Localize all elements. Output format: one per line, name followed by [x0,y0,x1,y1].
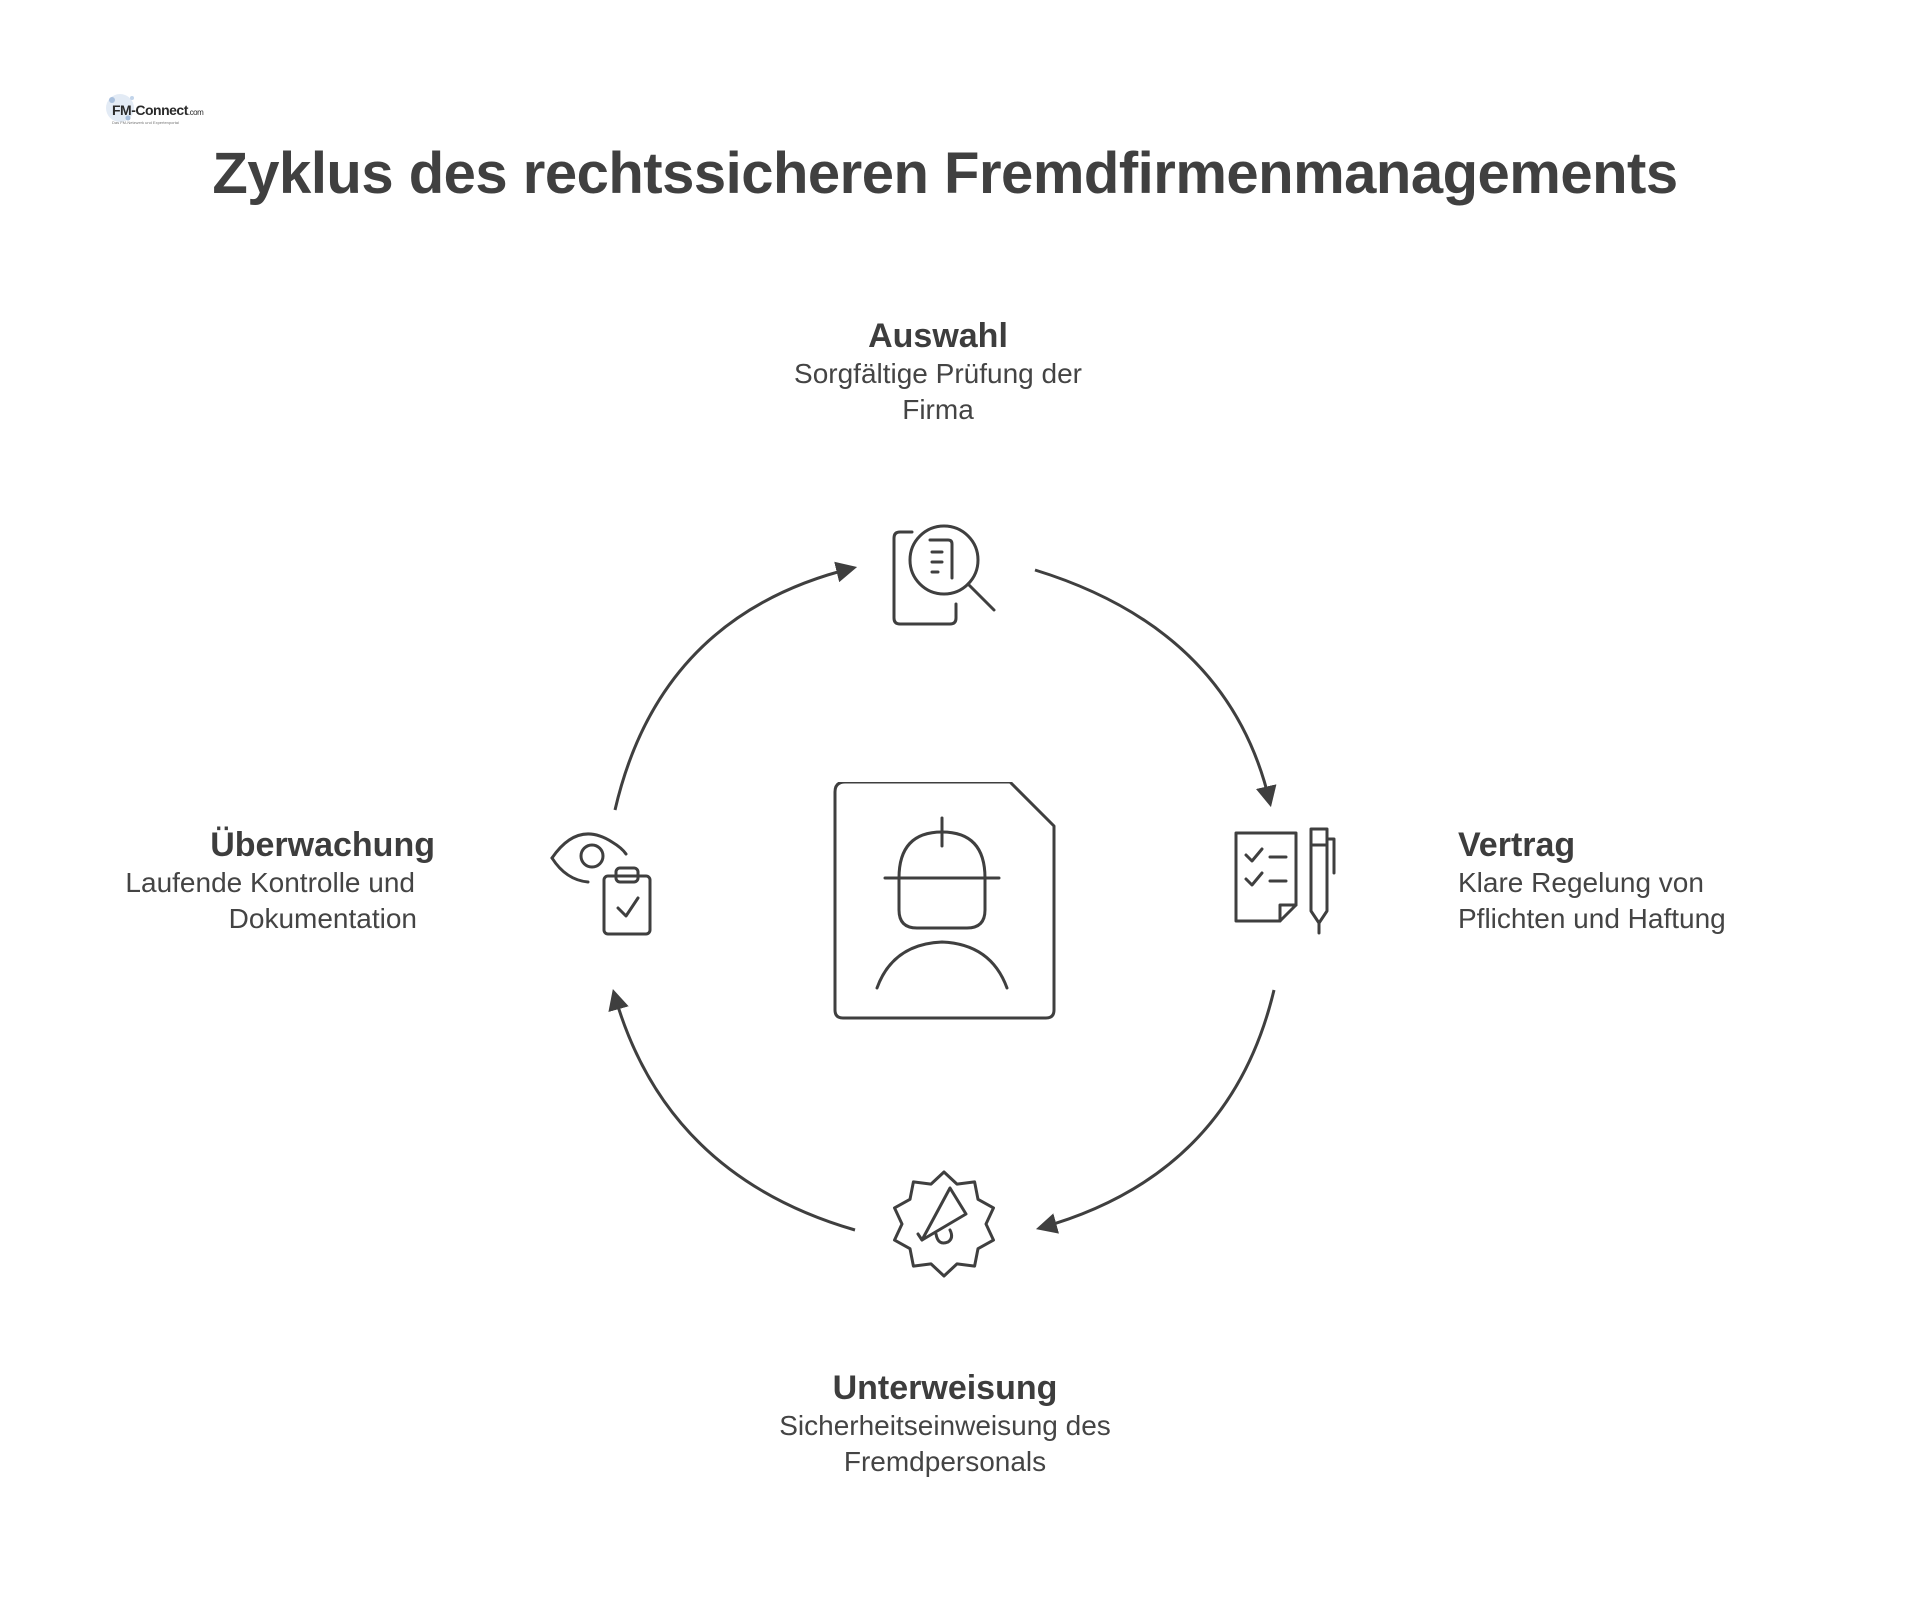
logo-text: FM-Connect.com [112,102,204,118]
checklist-pen-icon [1228,825,1348,937]
step-desc-line: Firma [902,394,974,425]
step-desc-line: Laufende Kontrolle und [125,867,415,898]
arrow-unterweisung-to-ueberwachung [614,993,855,1230]
step-heading: Auswahl [868,317,1008,355]
arrow-auswahl-to-vertrag [1035,570,1270,803]
step-desc-line: Pflichten und Haftung [1458,903,1726,934]
arrow-vertrag-to-unterweisung [1040,990,1274,1228]
arrow-ueberwachung-to-auswahl [615,568,853,810]
step-desc-line: Sorgfältige Prüfung der [794,358,1082,389]
logo-tagline: Das FM-Netzwerk und Expertenportal [112,120,179,125]
step-ueberwachung [40,825,435,937]
worker-hardhat-icon [833,782,1057,1022]
step-heading: Überwachung [210,826,435,864]
step-desc-line: Fremdpersonals [843,1446,1047,1477]
step-heading: Vertrag [1458,826,1576,864]
step-unterweisung [715,1368,1175,1480]
page-title: Zyklus des rechtssicheren Fremdfirmenmanagements [212,141,1678,206]
gear-megaphone-icon [888,1168,1000,1280]
eye-clipboard-icon [548,820,658,940]
step-desc-line: Sicherheitseinweisung des [779,1410,1111,1441]
document-magnifier-icon [890,520,1000,630]
step-heading: Unterweisung [832,1369,1058,1407]
step-desc-line: Dokumentation [228,903,417,934]
step-auswahl [728,316,1148,428]
step-vertrag [1458,825,1898,937]
step-desc-line: Klare Regelung von [1458,867,1704,898]
